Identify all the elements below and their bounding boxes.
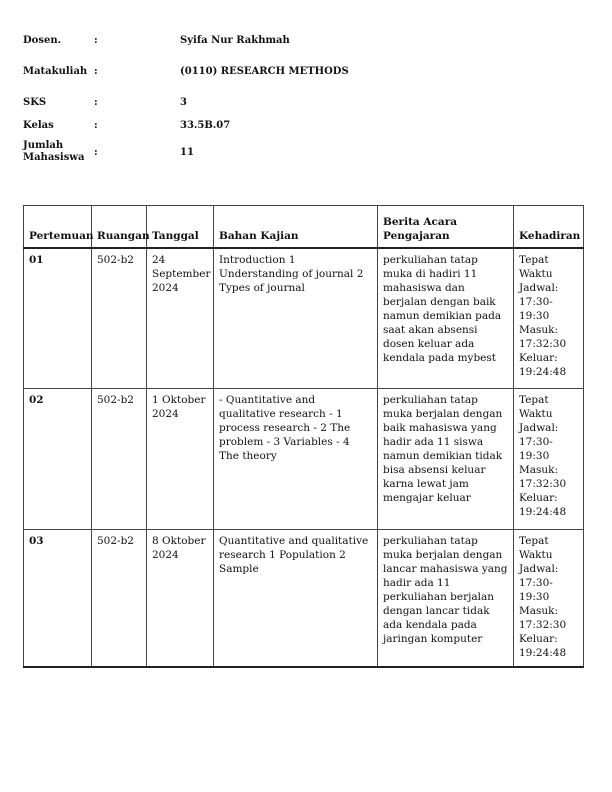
- info-label: Dosen.: [23, 35, 62, 46]
- cell-tanggal: 1 Oktober 2024: [147, 389, 214, 530]
- cell-bahan-kajian: - Quantitative and qualitative research - 1 process research - 2 The problem - 3 Variables - 4 The theory: [214, 389, 378, 530]
- info-label: Matakuliah: [23, 66, 88, 77]
- info-separator: :: [94, 97, 98, 108]
- column-header-ruangan: Ruangan: [92, 206, 147, 248]
- cell-tanggal: 24 September 2024: [147, 248, 214, 389]
- info-value: Syifa Nur Rakhmah: [180, 35, 290, 46]
- info-separator: :: [94, 35, 98, 46]
- cell-ruangan: 502-b2: [92, 530, 147, 667]
- column-header-pertemuan: Pertemuan: [24, 206, 92, 248]
- column-header-kehadiran: Kehadiran: [514, 206, 584, 248]
- cell-kehadiran: Tepat Waktu Jadwal: 17:30-19:30 Masuk: 17:32:30 Keluar: 19:24:48: [514, 389, 584, 530]
- info-label: Kelas: [23, 120, 54, 131]
- column-header-bahan-kajian: Bahan Kajian: [214, 206, 378, 248]
- cell-berita-acara: perkuliahan tatap muka berjalan dengan baik mahasiswa yang hadir ada 11 siswa namun demikian tidak bisa absensi keluar karna lewat jam mengajar keluar: [378, 389, 514, 530]
- attendance-table: [23, 205, 584, 668]
- info-value: 3: [180, 97, 187, 108]
- cell-tanggal: 8 Oktober 2024: [147, 530, 214, 667]
- cell-pertemuan: 02: [24, 389, 92, 530]
- info-value: 11: [180, 147, 194, 158]
- cell-pertemuan: 01: [24, 248, 92, 389]
- info-separator: :: [94, 120, 98, 131]
- cell-pertemuan: 03: [24, 530, 92, 667]
- cell-ruangan: 502-b2: [92, 389, 147, 530]
- cell-berita-acara: perkuliahan tatap muka berjalan dengan lancar mahasiswa yang hadir ada 11 perkuliahan berjalan dengan lancar tidak ada kendala pada jaringan komputer: [378, 530, 514, 667]
- table-row: [24, 530, 584, 667]
- info-value: (0110) RESEARCH METHODS: [180, 66, 349, 77]
- info-value: 33.5B.07: [180, 120, 231, 131]
- column-header-berita-acara: Berita Acara Pengajaran: [378, 206, 514, 248]
- column-header-tanggal: Tanggal: [147, 206, 214, 248]
- cell-berita-acara: perkuliahan tatap muka di hadiri 11 mahasiswa dan berjalan dengan baik namun demikian pada saat akan absensi dosen keluar ada kendala pada mybest: [378, 248, 514, 389]
- table-header-row: [24, 206, 584, 248]
- info-label: SKS: [23, 97, 47, 108]
- cell-bahan-kajian: Quantitative and qualitative research 1 Population 2 Sample: [214, 530, 378, 667]
- cell-kehadiran: Tepat Waktu Jadwal: 17:30-19:30 Masuk: 17:32:30 Keluar: 19:24:48: [514, 248, 584, 389]
- info-separator: :: [94, 66, 98, 77]
- table-row: [24, 389, 584, 530]
- cell-ruangan: 502-b2: [92, 248, 147, 389]
- info-label: Jumlah Mahasiswa: [23, 140, 85, 163]
- table-row: [24, 248, 584, 389]
- cell-bahan-kajian: Introduction 1 Understanding of journal 2 Types of journal: [214, 248, 378, 389]
- cell-kehadiran: Tepat Waktu Jadwal: 17:30-19:30 Masuk: 17:32:30 Keluar: 19:24:48: [514, 530, 584, 667]
- info-separator: :: [94, 147, 98, 158]
